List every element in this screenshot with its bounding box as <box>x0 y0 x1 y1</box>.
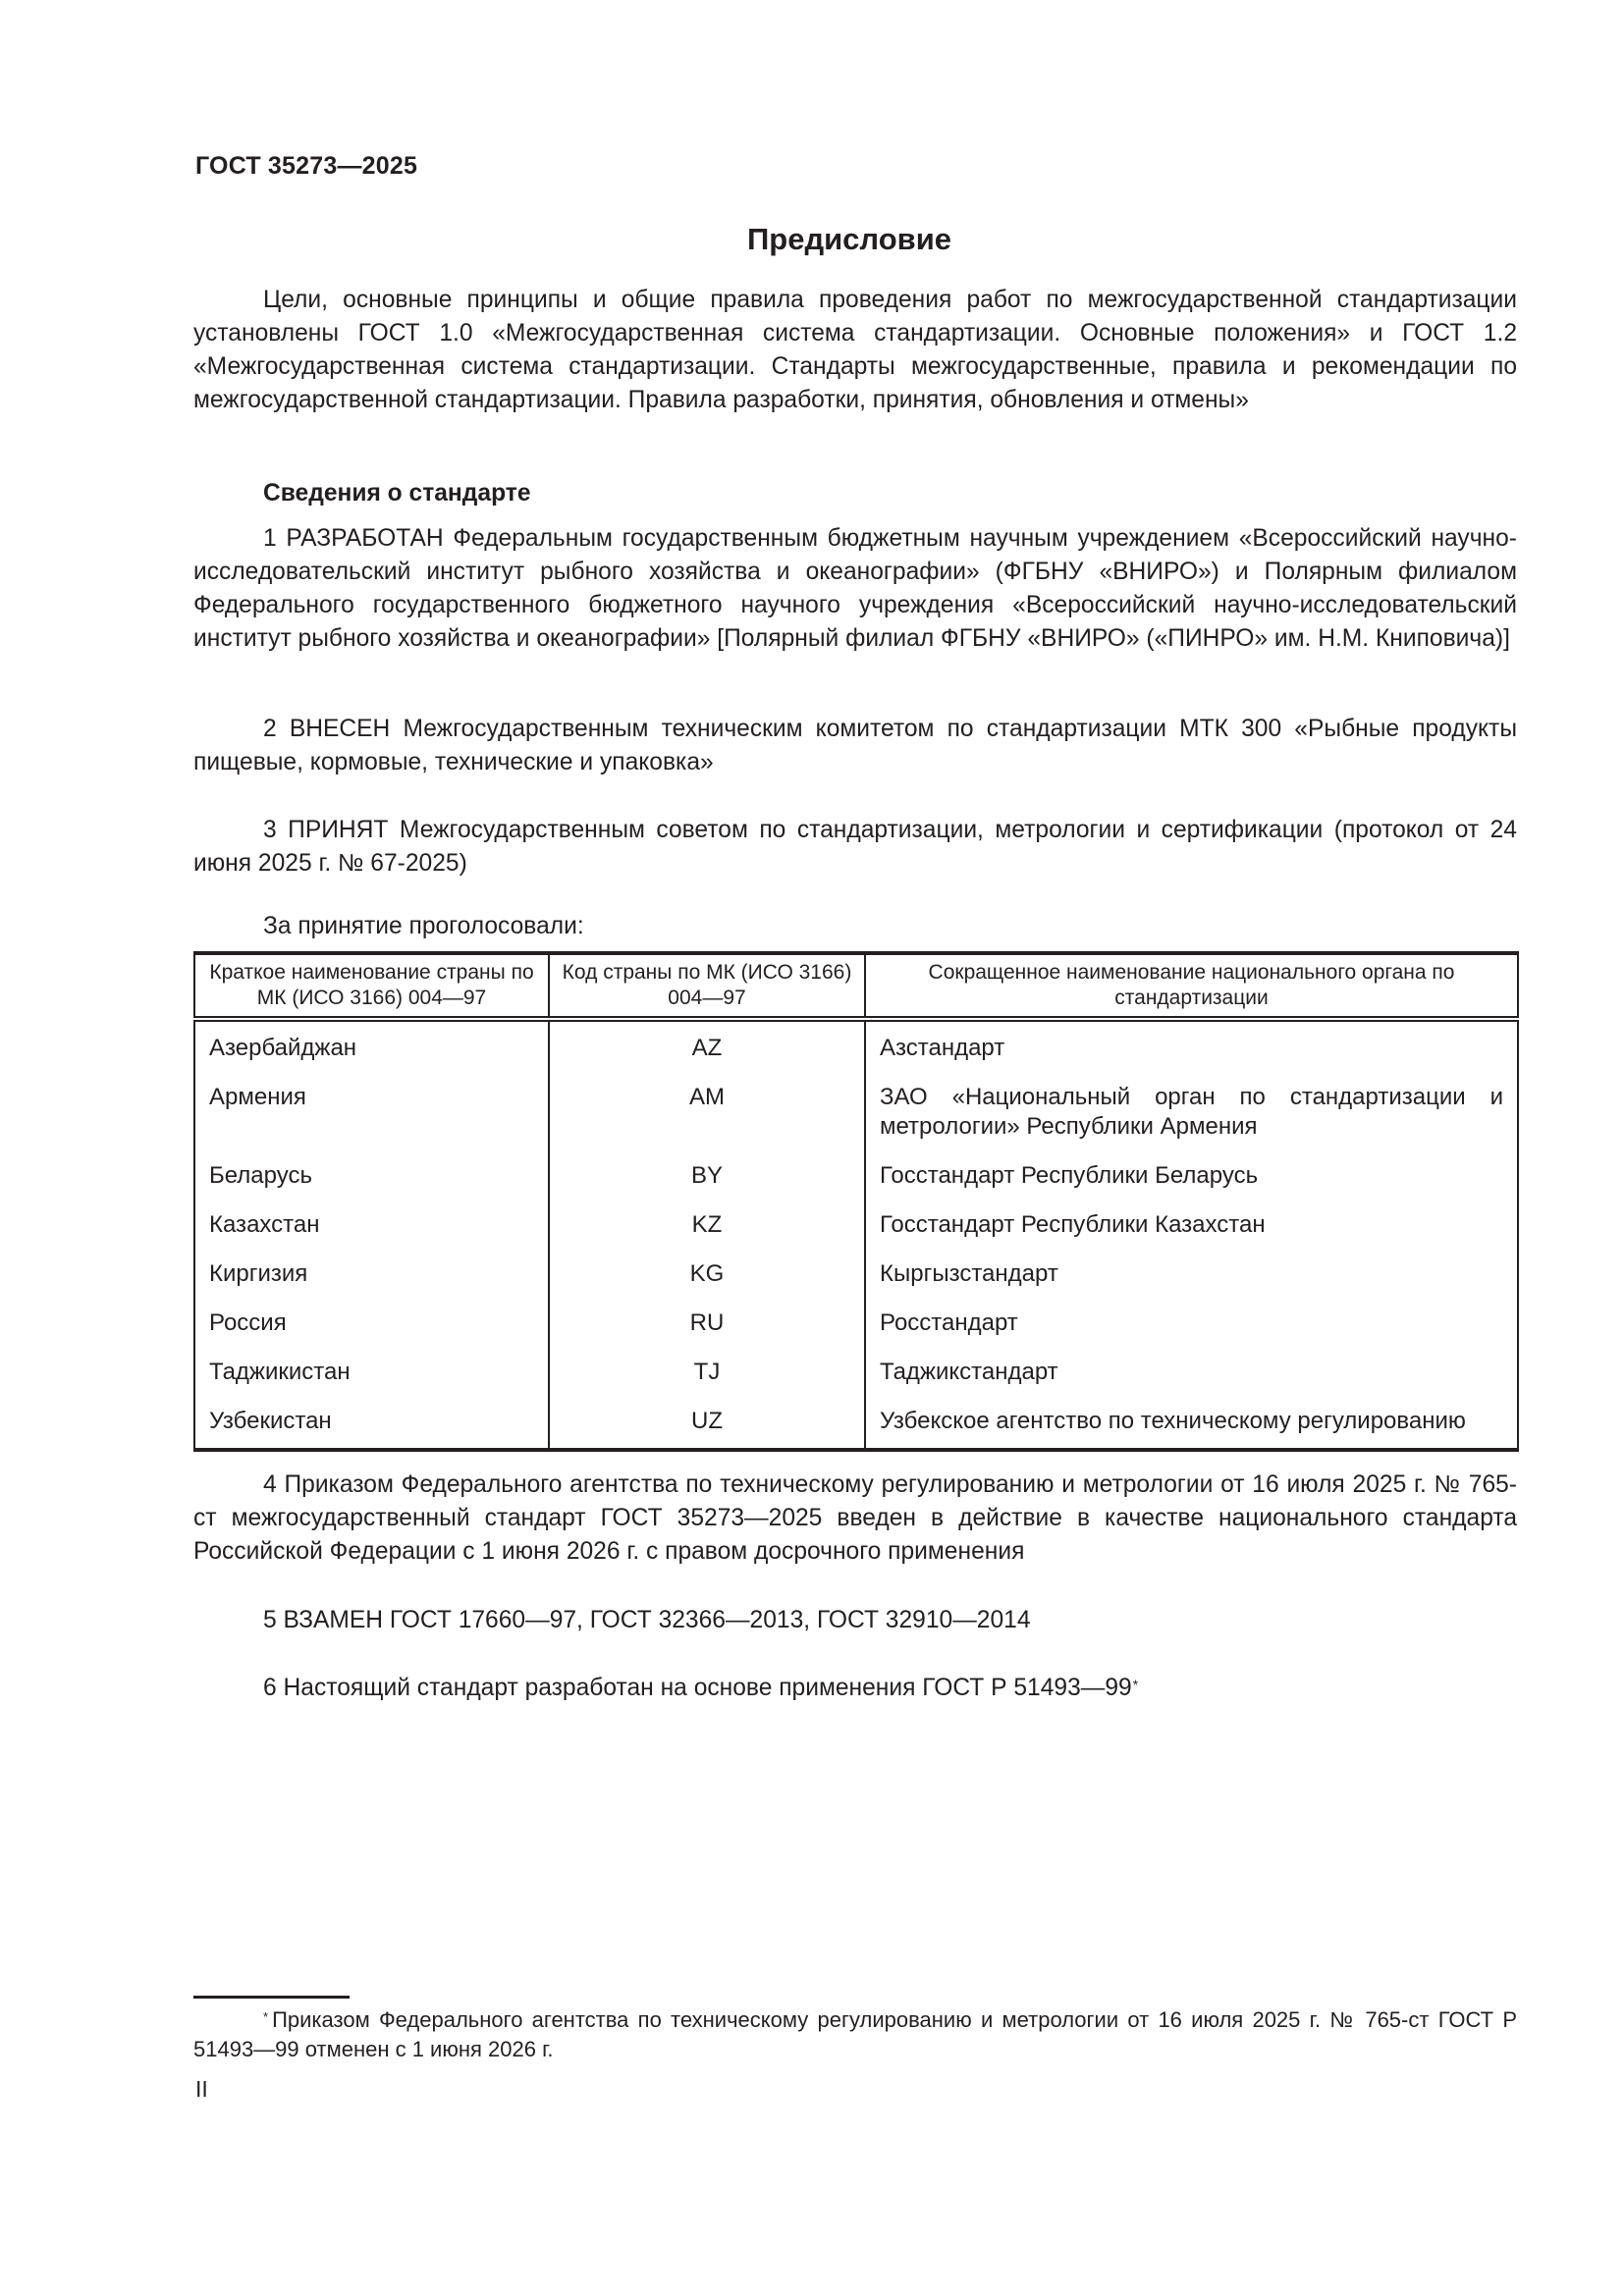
cell-country: Узбекистан <box>194 1398 549 1450</box>
table-row <box>194 1074 1518 1152</box>
cell-code: AZ <box>549 1019 865 1074</box>
voting-table <box>193 951 1519 1452</box>
cell-country: Казахстан <box>194 1201 549 1251</box>
standard-item-3: 3 ПРИНЯТ Межгосударственным советом по стандартизации, метрологии и сертификации (протокол от 24 июня 2025 г. № 67-2025) <box>193 817 1517 877</box>
table-row <box>194 1398 1518 1450</box>
page-title: Предисловие <box>746 222 951 256</box>
document-code-header: ГОСТ 35273—2025 <box>195 152 418 180</box>
cell-national-body: ЗАО «Национальный орган по стандартизации и метрологии» Республики Армения <box>865 1074 1518 1152</box>
footnote-marker: * <box>1132 1677 1139 1692</box>
cell-national-body: Таджикстандарт <box>865 1349 1518 1398</box>
cell-national-body: Узбекское агентство по техническому регулированию <box>865 1398 1518 1450</box>
cell-code: BY <box>549 1152 865 1201</box>
cell-code: RU <box>549 1300 865 1349</box>
column-header-country: Краткое наименование страны по МК (ИСО 3166) 004—97 <box>194 953 549 1019</box>
cell-code: TJ <box>549 1349 865 1398</box>
table-row <box>194 1152 1518 1201</box>
voting-caption: За принятие проголосовали: <box>263 913 584 939</box>
cell-code: AM <box>549 1074 865 1152</box>
column-header-national-body: Сокращенное наименование национального органа по стандартизации <box>865 953 1518 1019</box>
cell-national-body: Госстандарт Республики Казахстан <box>865 1201 1518 1251</box>
standard-item-2: 2 ВНЕСЕН Межгосударственным техническим комитетом по стандартизации МТК 300 «Рыбные продукты пищевые, кормовые, технические и упаковка» <box>193 716 1517 775</box>
standard-item-6-text: 6 Настоящий стандарт разработан на основе применения ГОСТ Р 51493—99 <box>263 1675 1132 1701</box>
standard-item-6 <box>263 1672 1138 1705</box>
cell-national-body: Кыргызстандарт <box>865 1251 1518 1300</box>
table-row <box>194 1251 1518 1300</box>
cell-national-body: Росстандарт <box>865 1300 1518 1349</box>
standard-item-1: 1 РАЗРАБОТАН Федеральным государственным бюджетным научным учреждением «Всероссийский научно-исследовательский институт рыбного хозяйства и океанографии» (ФГБНУ «ВНИРО») и Полярным филиалом Федерального государственного бюджетного научного учреждения «Всероссийский научно-исследовательский институт рыбного хозяйства и океанографии» [Полярный филиал ФГБНУ «ВНИРО» («ПИНРО» им. Н.М. Книповича)] <box>193 525 1517 652</box>
cell-country: Азербайджан <box>194 1019 549 1074</box>
footnote-divider <box>193 1996 350 1999</box>
standard-info-heading: Сведения о стандарте <box>263 480 531 507</box>
page-number: II <box>195 2076 208 2102</box>
footnote <box>193 2005 1517 2064</box>
standard-item-5: 5 ВЗАМЕН ГОСТ 17660—97, ГОСТ 32366—2013, ГОСТ 32910—2014 <box>263 1607 1031 1633</box>
footnote-text: Приказом Федерального агентства по техническому регулированию и метрологии от 16 июля 2025 г. № 765-ст ГОСТ Р 51493—99 отменен с 1 июня 2026 г. <box>193 2007 1517 2061</box>
table-header-row <box>194 953 1518 1019</box>
column-header-code: Код страны по МК (ИСО 3166) 004—97 <box>549 953 865 1019</box>
cell-code: KZ <box>549 1201 865 1251</box>
table-row <box>194 1349 1518 1398</box>
table-row <box>194 1019 1518 1074</box>
footnote-marker: * <box>263 2009 269 2024</box>
table-row <box>194 1300 1518 1349</box>
intro-paragraph: Цели, основные принципы и общие правила проведения работ по межгосударственной стандартизации установлены ГОСТ 1.0 «Межгосударственная система стандартизации. Основные положения» и ГОСТ 1.2 «Межгосударственная система стандартизации. Стандарты межгосударственные, правила и рекомендации по межгосударственной стандартизации. Правила разработки, принятия, обновления и отмены» <box>193 287 1517 413</box>
standard-item-4: 4 Приказом Федерального агентства по техническому регулированию и метрологии от 16 июля 2025 г. № 765-ст межгосударственный стандарт ГОСТ 35273—2025 введен в действие в качестве национального стандарта Российской Федерации с 1 июня 2026 г. с правом досрочного применения <box>193 1471 1517 1565</box>
cell-country: Россия <box>194 1300 549 1349</box>
cell-country: Беларусь <box>194 1152 549 1201</box>
cell-national-body: Госстандарт Республики Беларусь <box>865 1152 1518 1201</box>
table-row <box>194 1201 1518 1251</box>
cell-national-body: Азстандарт <box>865 1019 1518 1074</box>
cell-country: Армения <box>194 1074 549 1152</box>
cell-code: KG <box>549 1251 865 1300</box>
cell-country: Киргизия <box>194 1251 549 1300</box>
cell-code: UZ <box>549 1398 865 1450</box>
cell-country: Таджикистан <box>194 1349 549 1398</box>
